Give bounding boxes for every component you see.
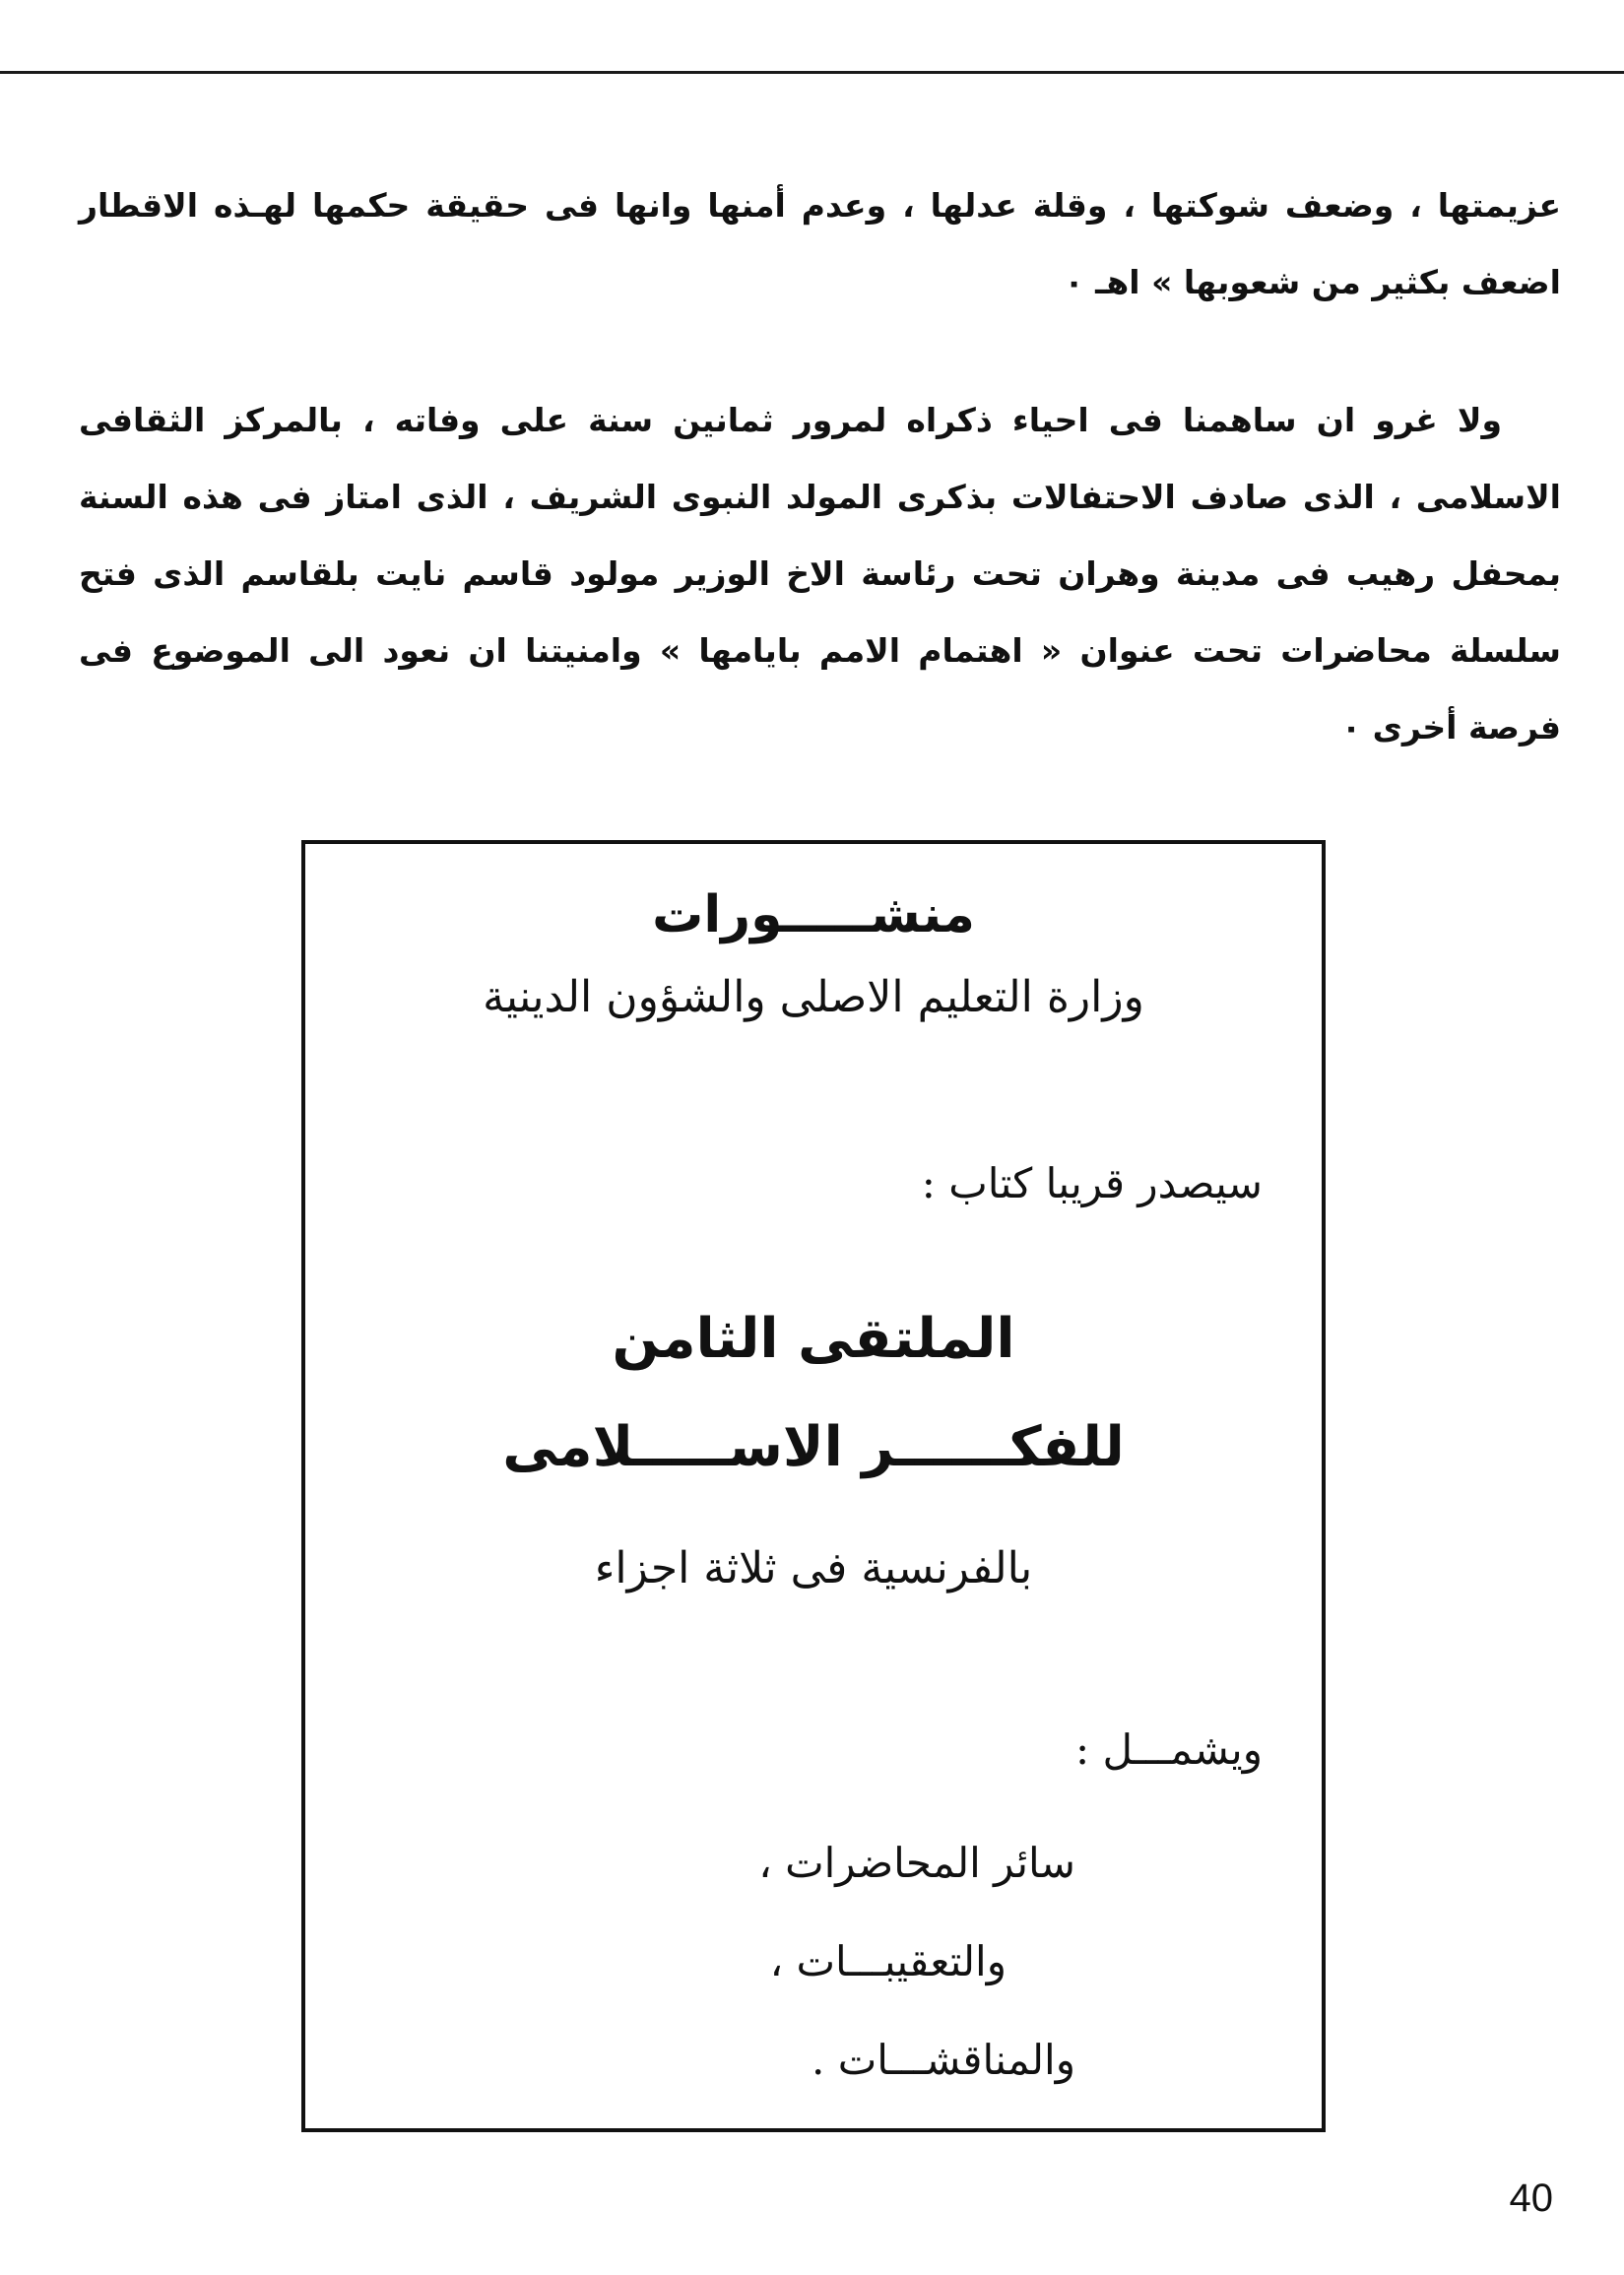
paragraph-1: عزيمتها ، وضعف شوكتها ، وقلة عدلها ، وعدم أمنها وانها فى حقيقة حكمها لهـذه الاقطار اضعف بكثير من شعوبها » اهـ ٠ bbox=[79, 186, 1561, 301]
book-language: بالفرنسية فى ثلاثة اجزاء bbox=[594, 1543, 1033, 1593]
paragraph-2: ولا غرو ان ساهمنا فى احياء ذكراه لمرور ثمانين سنة على وفاته ، بالمركز الثقافى الاسلامى ، الذى صادف الاحتفالات بذكرى المولد النبوى الشريف ، الذى امتاز فى هذه السنة بمحفل رهيب فى مدينة وهران تحت رئاسة الاخ الوزير مولود قاسم نايت بلقاسم الذى فتح سلسلة محاضرات تحت عنوان « اهتمام الامم بايامها » وامنيتنا ان نعود الى الموضوع فى فرصة أخرى ٠ bbox=[79, 401, 1561, 747]
publications-announcement-box bbox=[301, 840, 1326, 2132]
list-item: والمناقشـــات . bbox=[812, 2036, 1075, 2084]
page-number: 40 bbox=[1509, 2177, 1553, 2220]
list-item: سائر المحاضرات ، bbox=[758, 1839, 1075, 1887]
book-title-line-1: الملتقى الثامن bbox=[612, 1307, 1015, 1371]
book-title-line-2: للفكــــــر الاســـــلامى bbox=[502, 1415, 1125, 1479]
list-item: والتعقيبـــات ، bbox=[769, 1937, 1007, 1985]
announcement-text: سيصدر قريبا كتاب : bbox=[921, 1159, 1263, 1207]
box-title: منشـــــورات bbox=[652, 885, 975, 944]
header-rule bbox=[0, 71, 1624, 74]
includes-label: ويشمـــل : bbox=[1075, 1725, 1263, 1774]
article-body bbox=[79, 167, 1561, 766]
ministry-name: وزارة التعليم الاصلى والشؤون الدينية bbox=[483, 972, 1144, 1022]
